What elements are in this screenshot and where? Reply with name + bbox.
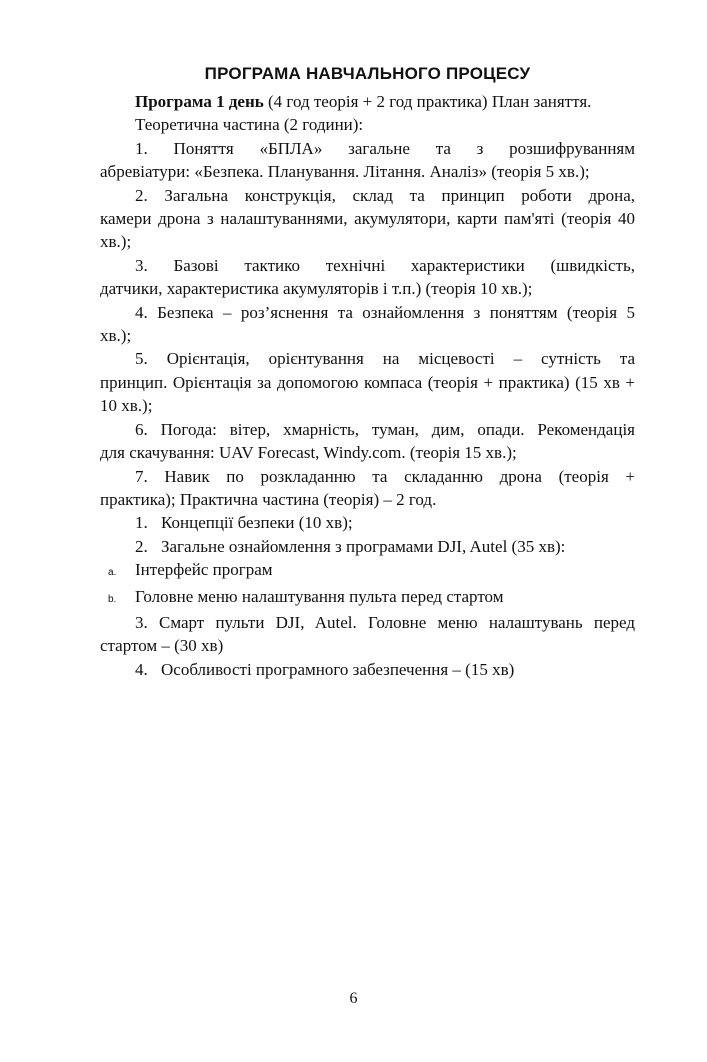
theory-item-line1: 2. Загальна конструкція, склад та принцип роботи дрона, bbox=[135, 185, 635, 205]
theory-item-line1: 7. Навик по розкладанню та складанню дрона (теорія + bbox=[135, 466, 635, 486]
theory-item-rest: для скачування: UAV Forecast, Windy.com. (теорія 15 хв.); bbox=[100, 443, 517, 463]
theory-item-rest: принцип. Орієнтація за допомогою компаса (теорія + практика) (15 хв + 10 хв.); bbox=[100, 372, 635, 416]
practice-item-1 bbox=[100, 511, 635, 534]
practice-item-4 bbox=[100, 658, 635, 681]
day-heading-bold: Програма 1 день bbox=[135, 92, 264, 111]
practice-item-number: 4. bbox=[135, 659, 148, 679]
theory-item-5 bbox=[100, 347, 635, 417]
sub-item-letter: a. bbox=[108, 567, 117, 579]
theory-item-3 bbox=[100, 254, 635, 301]
sub-item-letter: b. bbox=[108, 593, 117, 605]
theory-item-line1: 4. Безпека – роз’яснення та ознайомлення з поняттям (теорія 5 bbox=[135, 302, 635, 322]
theory-item-rest: хв.); bbox=[100, 326, 132, 346]
theory-item-rest: абревіатури: «Безпека. Планування. Літання. Аналіз» (теорія 5 хв.); bbox=[100, 162, 590, 182]
practice-item-text: Загальне ознайомлення з програмами DJI, Autel (35 хв): bbox=[161, 536, 566, 556]
document-page bbox=[0, 62, 707, 1062]
practice-item-text: Концепції безпеки (10 хв); bbox=[161, 513, 353, 533]
practice-item-number: 1. bbox=[135, 513, 148, 533]
theory-item-line1: 6. Погода: вітер, хмарність, туман, дим, опади. Рекомендація bbox=[135, 419, 635, 439]
sub-item-text: Інтерфейс програм bbox=[135, 560, 273, 580]
sub-item-text: Головне меню налаштування пульта перед стартом bbox=[135, 586, 504, 606]
theory-item-line1: 5. Орієнтація, орієнтування на місцевості – сутність та bbox=[135, 349, 635, 369]
practice-item-number: 2. bbox=[135, 536, 148, 556]
sub-item-b bbox=[100, 585, 635, 611]
theory-item-7 bbox=[100, 465, 635, 512]
page-title: ПРОГРАМА НАВЧАЛЬНОГО ПРОЦЕСУ bbox=[204, 64, 531, 83]
day-heading-rest: (4 год теорія + 2 год практика) План заняття. bbox=[263, 92, 592, 111]
theory-item-line1: 1. Поняття «БПЛА» загальне та з розшифруванням bbox=[135, 138, 635, 158]
theory-item-rest: датчики, характеристика акумуляторів і т.п.) (теорія 10 хв.); bbox=[100, 279, 533, 299]
theory-heading: Теоретична частина (2 години): bbox=[135, 115, 364, 135]
day-heading bbox=[100, 90, 635, 113]
practice-item-rest: стартом – (30 хв) bbox=[100, 636, 224, 656]
theory-item-6 bbox=[100, 418, 635, 465]
theory-item-1 bbox=[100, 137, 635, 184]
sub-item-a bbox=[100, 558, 635, 584]
page-number: 6 bbox=[349, 990, 358, 1007]
theory-item-4 bbox=[100, 301, 635, 348]
practice-item-line1: 3. Смарт пульти DJI, Autel. Головне меню налаштувань перед bbox=[135, 612, 635, 632]
practice-item-2 bbox=[100, 535, 635, 558]
practice-item-text: Особливості програмного забезпечення – (15 хв) bbox=[161, 659, 515, 679]
document-body bbox=[100, 90, 635, 681]
theory-item-2 bbox=[100, 184, 635, 254]
theory-item-line1: 3. Базові тактико технічні характеристики (швидкість, bbox=[135, 255, 635, 275]
theory-item-rest: практика); Практична частина (теорія) – 2 год. bbox=[100, 489, 437, 509]
theory-item-rest: камери дрона з налаштуваннями, акумулятори, карти пам'яті (теорія 40 хв.); bbox=[100, 209, 635, 252]
practice-item-3 bbox=[100, 611, 635, 658]
